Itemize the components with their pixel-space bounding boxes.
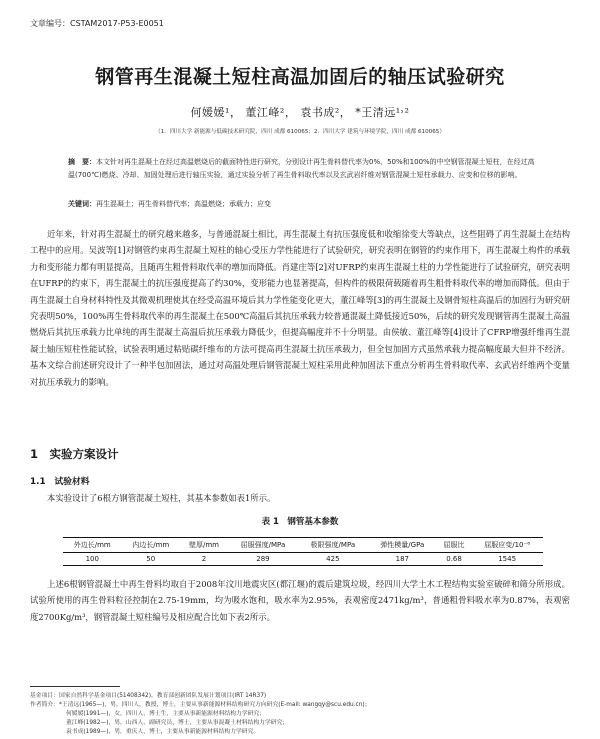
- abstract-label: 摘 要：: [68, 158, 96, 166]
- introduction-paragraph: 近年来，针对再生混凝土的研究越来越多，与普通混凝土相比，再生混凝土有抗压强度低和收缩徐变大等缺点，这些阻碍了再生混凝土在结构工程中的应用。吴波等[1]对钢管约束再生混凝土短柱的轴心受压力学性能进行了试验研究，研究表明在钢管的约束作用下，再生混凝土构件的承载力和变形能力都有明显提高，且随再生粗骨料取代率的增加而降低。肖建庄等[2]对UFRP约束再生混凝土柱的力学性能进行了试验研究，研究表明在UFRP的约束下，再生混凝土的抗压强度提高了约30%，变形能力也显著提高，但构件的极限荷载随着再生粗骨料取代率的增加而降低。但由于再生混凝土自身材料特性及其微观机理使其在经受高温环境后其力学性能变化更大，董江峰等[3]的再生混凝土及钢骨短柱高温后的加固行为研究研究表明50%，100%再生骨料取代率的再生混凝土在500℃高温后其抗压承载力较普通混凝土降低接近50%，后续的研究发现钢管再生混凝土高温燃烧后其抗压承载力比单纯的再生混凝土高温后抗压承载力降低少，但提高幅度并不十分明显。由侯敏、董江峰等[4]设计了CFRP增强纤维再生混凝土轴压短柱性能试验，试验表明通过粘贴碳纤维布的方法可提高再生混凝土抗压承载力，但全包加固方式虽然承载力提高幅度最大但并不经济。基本文综合前述研究设计了一种半包加固法，通过对高温处理后钢管混凝土短柱采用此种加固法下重点分析再生骨料取代率、玄武岩纤维两个变量对抗压承载力的影响。: [30, 229, 570, 387]
- author-affiliation: （1．四川大学 新能源与低碳技术研究院，四川 成都 610065；2．四川大学 建筑与环境学院，四川 成都 610065）: [155, 129, 445, 135]
- paper-title: 钢管再生混凝土短柱高温加固后的轴压试验研究: [95, 66, 505, 88]
- table-1-caption: 表 1 钢管基本参数: [261, 517, 339, 527]
- footnote-author: 袁书成(1989—)，男，重庆人，博士，主要从事新能源材料结构力学研究。: [66, 729, 260, 735]
- footnote-fund: 基金项目：国家自然科学基金项目(51408342)，教育部创新团队发展计划项目(IRT 14R37): [30, 693, 267, 699]
- author-list: 何媛媛¹， 董江峰²， 袁书成²， *王清远¹˒²: [190, 106, 410, 119]
- materials-paragraph: 本实验设计了6根方钢管混凝土短柱，其基本参数如表1所示。: [47, 493, 276, 503]
- table-cell: 187: [368, 553, 437, 566]
- table-cell: 425: [298, 553, 368, 566]
- footnote-author: 作者简介：*王清远(1965—)，男，四川人，教授，博士，主要从事新能源材料结构研究方向研究(E-mail: wangqy@scu.edu.cn)；: [30, 702, 371, 708]
- footnote-author: 董江峰(1982—)，男，山西人，副研究员，博士，主要从事混凝土材料结构力学研究；: [66, 720, 289, 726]
- table-header-cell: 壁厚/mm: [180, 538, 228, 553]
- footnote-divider: [30, 686, 120, 687]
- table-1: [63, 537, 543, 566]
- table-cell: 50: [122, 553, 181, 566]
- table-cell: 0.68: [437, 553, 472, 566]
- table-header-cell: 内边长/mm: [122, 538, 181, 553]
- table-row: [63, 553, 543, 566]
- article-number: 文章编号：CSTAM2017-P53-E0051: [30, 19, 164, 28]
- abstract: [68, 156, 536, 182]
- aggregate-paragraph: 上述6根钢管混凝土中再生骨料均取自于2008年汶川地震灾区(都江堰)的震后建筑垃圾，经四川大学土木工程结构实验室破碎和筛分所形成。试验所使用的再生骨料粒径控制在2.75-19mm，均为吸水饱和，吸水率为2.95%，表观密度2471kg/m³，普通粗骨料吸水率为0.87%，表观密度2700Kg/m³，钢管混凝土短柱编号及相应配合比如下表2所示。: [30, 579, 570, 622]
- footnote-author: 何媛媛(1991—)，女，四川人，博士生，主要从事新能源材料结构力学研究；: [66, 711, 265, 717]
- table-header-cell: 极限强度/MPa: [298, 538, 368, 553]
- subsection-heading-1-1: 1.1 试验材料: [30, 477, 90, 487]
- table-cell: 1545: [471, 553, 543, 566]
- table-cell: 100: [63, 553, 122, 566]
- table-cell: 2: [180, 553, 228, 566]
- table-header-row: [63, 538, 543, 553]
- table-header-cell: 弹性模量/GPa: [368, 538, 437, 553]
- keywords-text: 再生混凝土；再生骨料替代率；高温燃烧；承载力；应变: [96, 200, 271, 208]
- table-header-cell: 屈服比: [437, 538, 472, 553]
- keywords: [68, 199, 536, 209]
- table-header-cell: 屈服强度/MPa: [228, 538, 298, 553]
- abstract-text: 本文针对再生混凝土在经过高温燃烧后的截面特性进行研究，分别设计再生骨料替代率为0%、50%和100%的中空钢管混凝土短柱，在经过高温(700℃)燃烧、冷却、加固处理后进行轴压实验，通过实验分析了再生骨料取代率以及玄武岩纤维对钢管混凝土短柱承载力、应变和位移的影响。: [68, 158, 535, 179]
- section-heading-1: 1 实验方案设计: [30, 447, 119, 461]
- table-header-cell: 屈服应变/10⁻⁶: [471, 538, 543, 553]
- table-header-cell: 外边长/mm: [63, 538, 122, 553]
- table-cell: 289: [228, 553, 298, 566]
- keywords-label: 关键词：: [68, 200, 96, 208]
